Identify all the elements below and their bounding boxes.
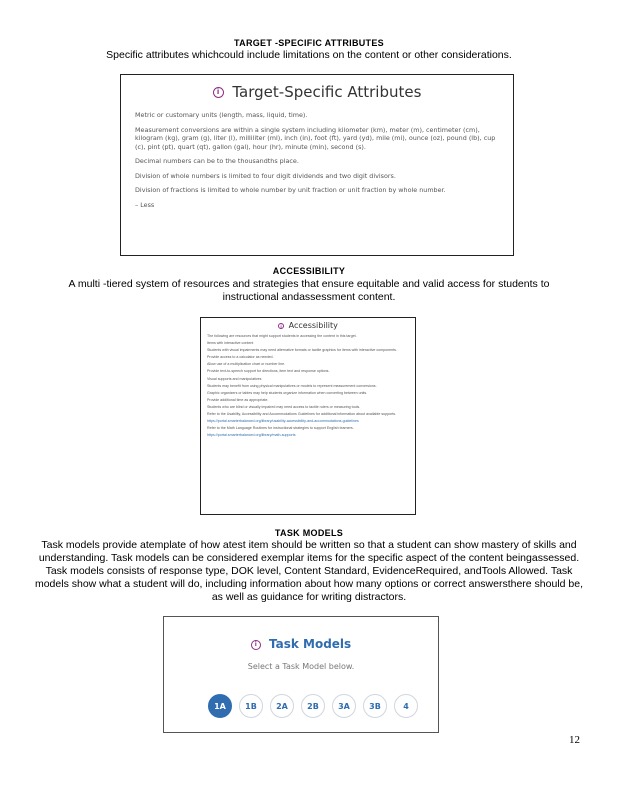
page-number: 12	[569, 734, 580, 746]
accessibility-line: Graphic organizers or tables may help students organize information when converting between units.	[207, 390, 368, 395]
accessibility-line: Allow use of a multiplication chart or number line.	[207, 362, 286, 367]
accessibility-line: Provide additional time as appropriate.	[207, 397, 269, 402]
accessibility-link[interactable]: https://portal.smarterbalanced.org/library/math-supports	[207, 433, 296, 438]
accessibility-heading-text: Accessibility	[288, 321, 338, 330]
target-attribute-line: Metric or customary units (length, mass, liquid, time).	[135, 111, 308, 119]
target-section-description: Specific attributes whichcould include limitations on the content or other considerations.	[106, 49, 512, 61]
target-attribute-line: Decimal numbers can be to the thousandths place.	[135, 157, 299, 165]
info-icon: i	[251, 640, 261, 650]
target-attribute-line: Measurement conversions are within a single system including kilometer (km), meter (m), centimeter (cm), kilogram (kg), gram (g), liter (l), milliliter (ml), inch (in), foot (ft), yard (yd), mile (mi), ounce (oz), pound (lb), cup (c), pint (pt), quart (qt), gallon (gal), hour (hr), minute (min), second (s).	[135, 125, 496, 151]
info-icon: i	[278, 323, 284, 329]
target-attribute-line: Division of fractions is limited to whole number by unit fraction or unit fraction by whole number.	[135, 186, 446, 194]
less-link[interactable]: – Less	[135, 200, 155, 209]
accessibility-line: Visual supports and manipulatives	[207, 376, 262, 381]
task-model-button-4[interactable]: 4	[394, 694, 418, 718]
task-models-subheader: Select a Task Model below.	[247, 662, 355, 671]
accessibility-link[interactable]: https://portal.smarterbalanced.org/library/usability-accessibility-and-accommodations-guidelines	[207, 419, 359, 424]
task-models-section-description: Task models provide atemplate of how atest item should be written so that a student can show mastery of skills and understanding. Task models can be considered exemplar items for the specific aspect of the content beingassessed. Task models consists of response type, DOK level, Content Standard, EvidenceRequired, andTools Allowed. Task models show what a student will do, including information about how many options or correct answersthere should be, as well as guidance for writing distractors.	[34, 539, 584, 603]
task-model-button-3a[interactable]: 3A	[332, 694, 356, 718]
accessibility-line: Provide access to a calculator as needed.	[207, 355, 274, 360]
accessibility-section-title: ACCESSIBILITY	[272, 266, 346, 276]
target-attributes-heading-text: Target-Specific Attributes	[232, 83, 422, 101]
target-attributes-screenshot	[120, 74, 514, 256]
accessibility-line: The following are resources that might support students in accessing the content in this target.	[207, 334, 357, 338]
task-model-button-row	[208, 694, 418, 718]
target-attribute-line: Division of whole numbers is limited to four digit dividends and two digit divisors.	[135, 171, 396, 180]
task-models-section-title: TASK MODELS	[274, 528, 344, 538]
task-models-heading-text: Task Models	[268, 637, 352, 651]
target-section-title: TARGET -SPECIFIC ATTRIBUTES	[234, 38, 384, 48]
accessibility-line: Refer to the Usability, Accessibility and Accommodations Guidelines for additional information about available supports.	[207, 412, 397, 417]
task-model-button-3b[interactable]: 3B	[363, 694, 387, 718]
accessibility-line: Students may benefit from using physical manipulatives or models to represent measurement conversions.	[207, 383, 377, 388]
accessibility-line: Students with visual impairments may need alternative formats or tactile graphics for items with interactive components.	[207, 348, 397, 353]
target-attributes-header	[135, 83, 499, 101]
info-icon: i	[213, 87, 224, 98]
accessibility-header	[207, 321, 409, 330]
task-model-button-1a[interactable]: 1A	[208, 694, 232, 718]
task-model-button-2b[interactable]: 2B	[301, 694, 325, 718]
task-models-header	[164, 637, 438, 651]
accessibility-line: Provide text-to-speech support for directions, item text and response options.	[207, 369, 330, 374]
accessibility-line: Refer to the Math Language Routines for instructional strategies to support English learners.	[207, 426, 354, 431]
accessibility-line: Items with interactive content	[207, 341, 254, 346]
task-models-screenshot	[163, 616, 439, 733]
task-model-button-1b[interactable]: 1B	[239, 694, 263, 718]
task-model-button-2a[interactable]: 2A	[270, 694, 294, 718]
accessibility-line: Students who are blind or visually impaired may need access to tactile rulers or measuring tools.	[207, 404, 361, 409]
accessibility-screenshot	[200, 317, 416, 515]
accessibility-section-description: A multi -tiered system of resources and strategies that ensure equitable and valid access for students to instructional andassessment content.	[68, 278, 550, 303]
